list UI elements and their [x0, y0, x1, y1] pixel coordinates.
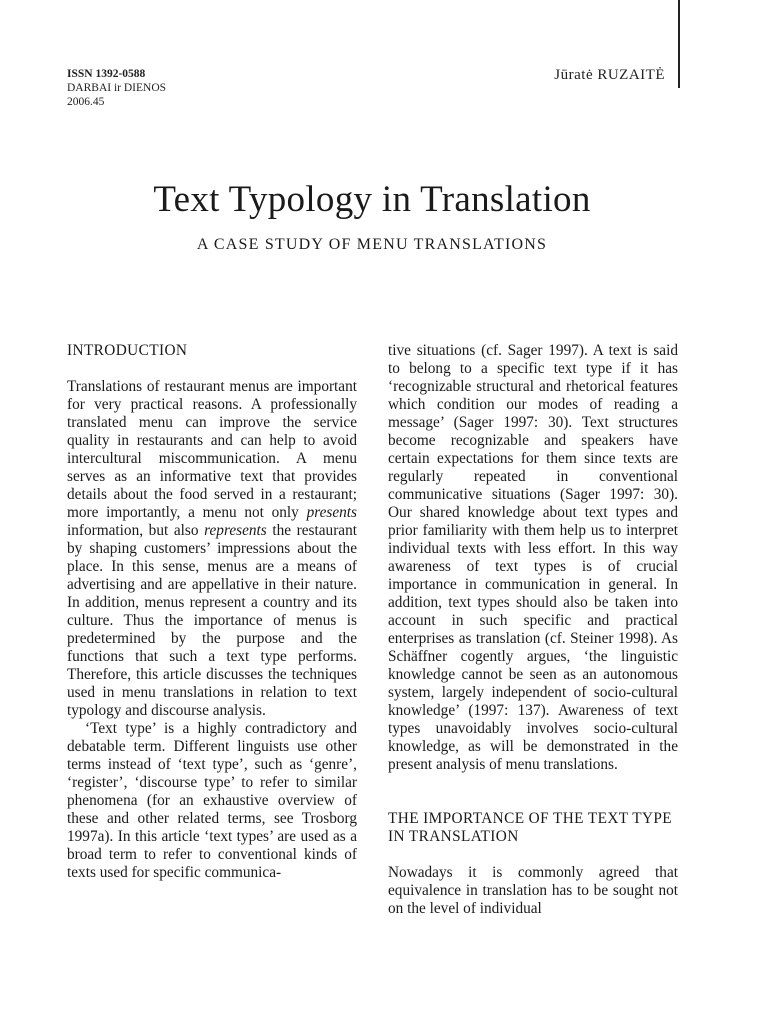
article-subtitle: A CASE STUDY OF MENU TRANSLATIONS	[196, 236, 548, 253]
paragraph: tive situations (cf. Sager 1997). A text is said to belong to a specific text type if it has ‘recognizable structural and rhetorical features which condition our modes of reading a message’ (Sager 1997: 30). Text structures become recognizable and speakers have certain expectations for them since texts are regularly repeated in conventional communicative situations (Sager 1997: 30). Our shared knowledge about text types and prior familiarity with them help us to interpret individual texts with less effort. In this way awareness of text types is of crucial importance in communication in general. In addition, text types should also be taken into account in such specific and practical enterprises as translation (cf. Steiner 1998). As Schäffner cogently argues, ‘the linguistic knowledge cannot be seen as an autonomous system, largely independent of socio-cultural knowledge’ (1997: 137). Awareness of text types unavoidably involves socio-cultural knowledge, as will be demonstrated in the present analysis of menu translations.	[388, 342, 678, 773]
left-column	[67, 342, 357, 882]
issn: ISSN 1392-0588	[67, 68, 146, 80]
section-heading-introduction: INTRODUCTION	[67, 342, 188, 359]
emphasis-represents: represents	[204, 522, 267, 539]
text-run: the restaurant by shaping customers’ impressions about the place. In this sense, menus are a means of advertising and are appellative in their nature. In addition, menus represent a country and its culture. Thus the importance of menus is predetermined by the purpose and the functions that such a text type performs. Therefore, this article discusses the techniques used in menu translations in relation to text typology and discourse analysis.	[67, 522, 357, 719]
right-column	[388, 342, 678, 918]
author-name: Jūratė RUZAITĖ	[554, 67, 665, 83]
paragraph	[67, 378, 357, 720]
text-run: information, but also	[67, 522, 205, 539]
paragraph: Nowadays it is commonly agreed that equivalence in translation has to be sought not on the level of individual	[388, 864, 678, 917]
margin-rule	[678, 0, 680, 88]
journal-meta	[67, 67, 166, 109]
emphasis-presents: presents	[306, 504, 357, 521]
paragraph: ‘Text type’ is a highly contradictory and debatable term. Different linguists use other terms instead of ‘text type’, such as ‘genre’, ‘register’, ‘discourse type’ to refer to similar phenomena (for an exhaustive overview of these and other related terms, see Trosborg 1997a). In this article ‘text types’ are used as a broad term to refer to conventional kinds of texts used for specific communica-	[67, 720, 357, 881]
article-title: Text Typology in Translation	[153, 179, 591, 220]
text-run: Translations of restaurant menus are important for very practical reasons. A professionally translated menu can improve the service quality in restaurants and can help to avoid intercultural miscommunication. A menu serves as an informative text that provides details about the food served in a restaurant; more importantly, a menu not only	[67, 378, 357, 521]
journal-volume: 2006.45	[67, 96, 105, 108]
section-heading-importance: THE IMPORTANCE OF THE TEXT TYPE IN TRANSLATION	[388, 810, 673, 845]
journal-name: DARBAI ir DIENOS	[67, 82, 167, 94]
